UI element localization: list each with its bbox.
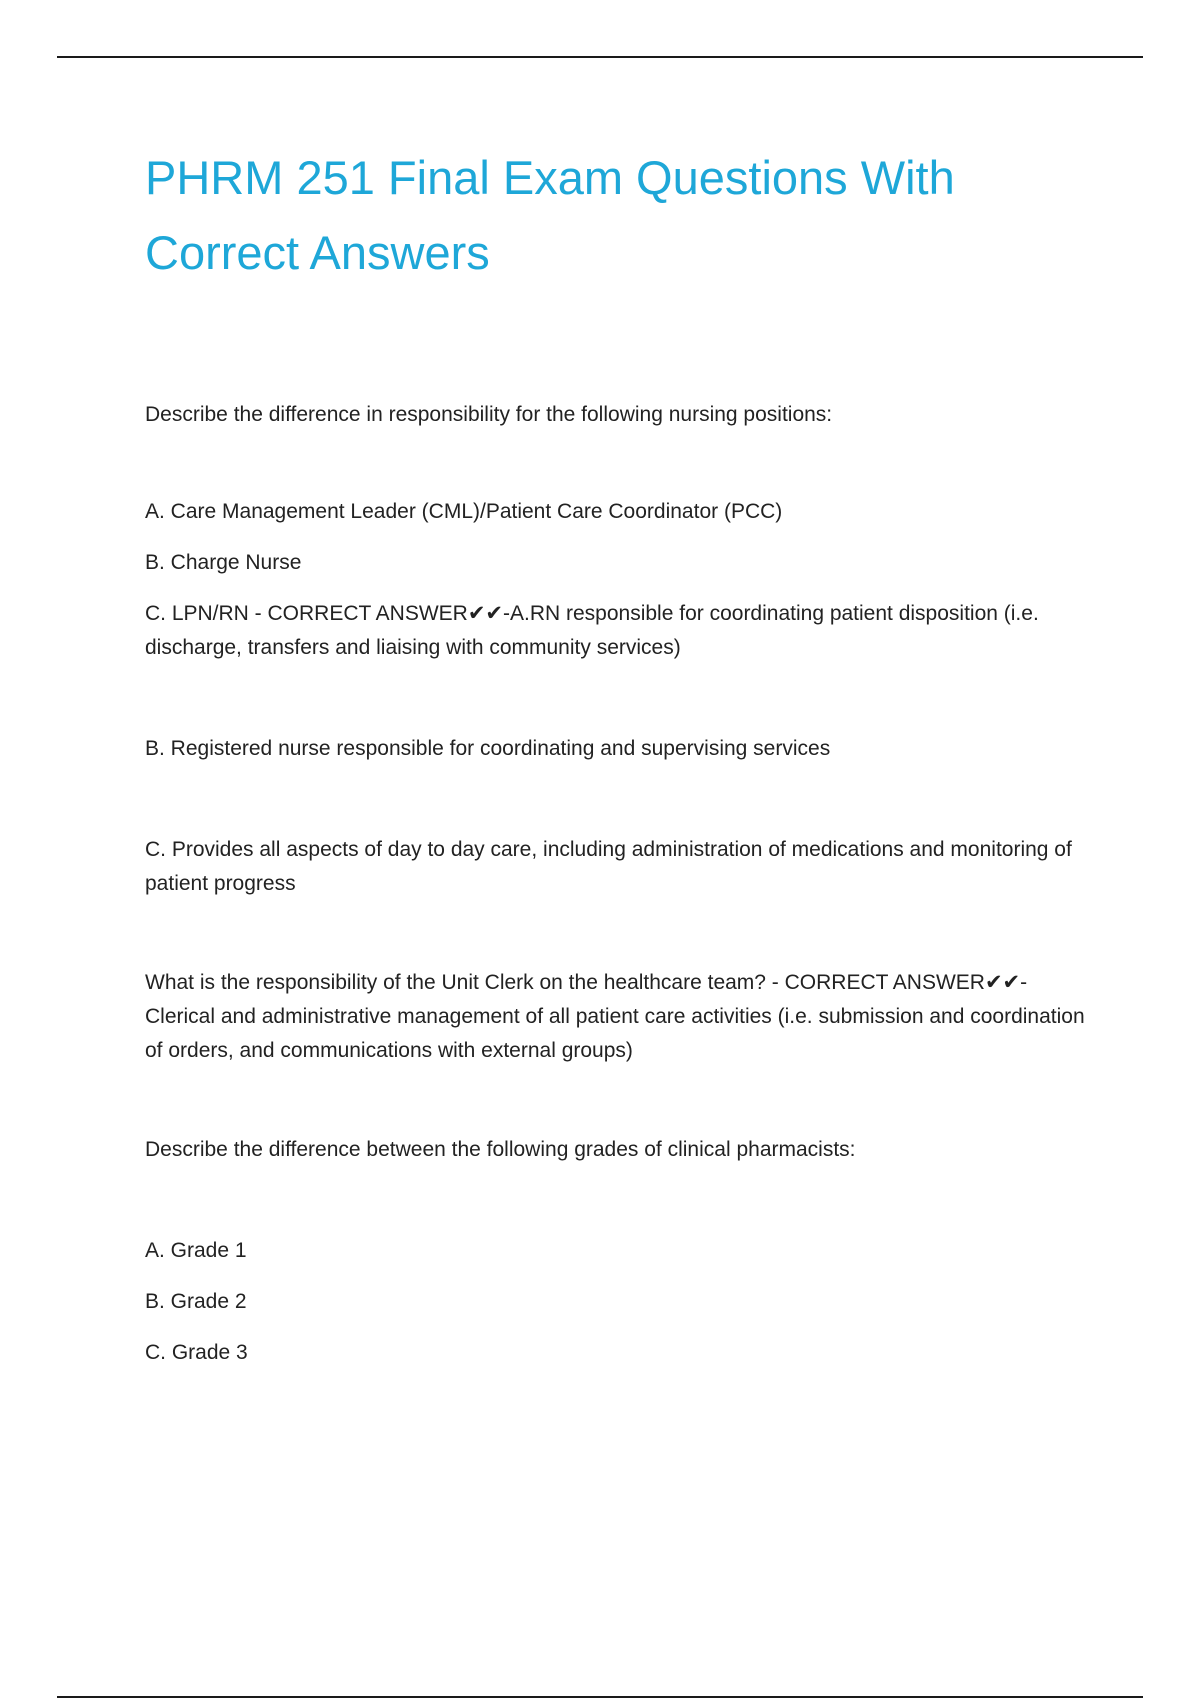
question-1-answer-b: B. Registered nurse responsible for coordinating and supervising services [145,737,831,760]
question-1-prompt: Describe the difference in responsibility for the following nursing positions: [145,403,833,426]
question-2-with-answer: What is the responsibility of the Unit Clerk on the healthcare team? - CORRECT ANSWER✔✔-Clerical and administrative management of all patient care activities (i.e. submission and coordination of orders, and communications with external groups) [145,971,1085,1062]
question-1-answer-c: C. Provides all aspects of day to day care, including administration of medications and monitoring of patient progress [145,838,1072,895]
question-3-prompt: Describe the difference between the following grades of clinical pharmacists: [145,1138,856,1161]
question-1-option-c-with-answer: C. LPN/RN - CORRECT ANSWER✔✔-A.RN responsible for coordinating patient disposition (i.e. discharge, transfers and liaising with community services) [145,602,1039,659]
question-3-option-c: C. Grade 3 [145,1341,248,1364]
question-3-option-a: A. Grade 1 [145,1239,247,1262]
question-3-option-b: B. Grade 2 [145,1290,247,1313]
page-title [145,140,1045,290]
question-1-option-a: A. Care Management Leader (CML)/Patient Care Coordinator (PCC) [145,500,783,523]
top-divider [57,56,1143,58]
page-title-line-2: Correct Answers [145,226,490,279]
bottom-divider [57,1696,1143,1698]
page-title-line-1: PHRM 251 Final Exam Questions With [145,151,955,204]
question-1-option-b: B. Charge Nurse [145,551,302,574]
